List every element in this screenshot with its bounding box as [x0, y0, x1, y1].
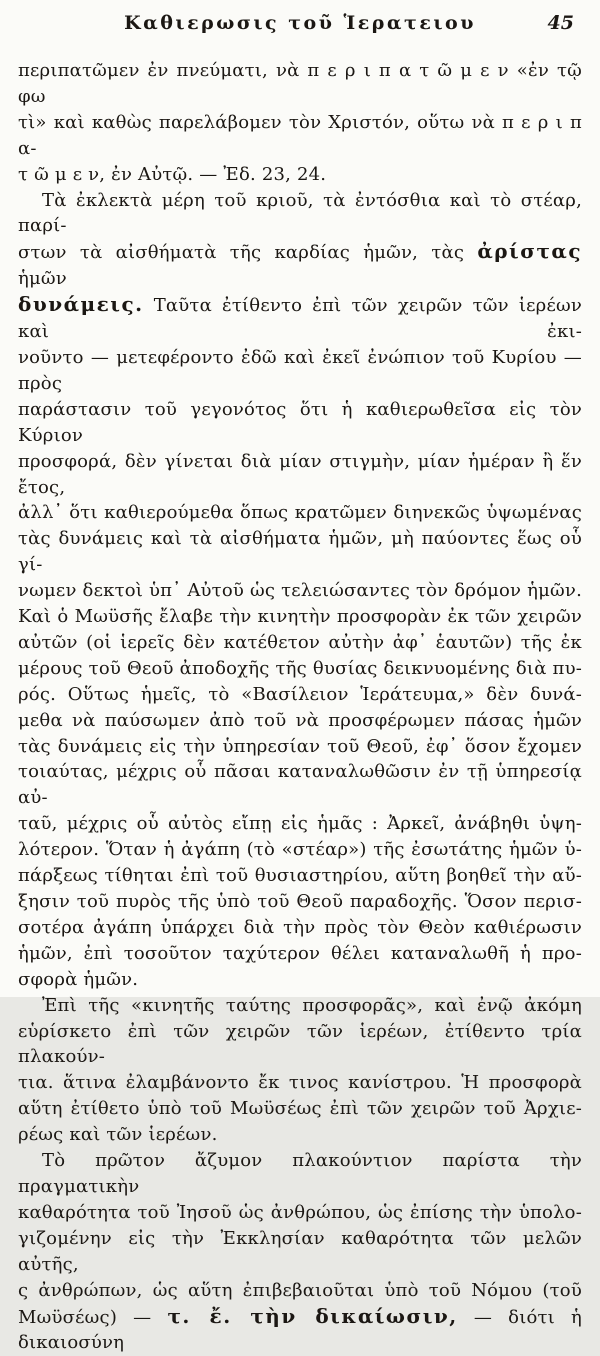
- page-number: 45: [548, 12, 574, 34]
- paragraph: [18, 993, 582, 1148]
- text-line: ἀλλ᾽ ὅτι καθιερούμεθα ὅπως κρατῶμεν διηνεκῶς ὑψωμένας: [18, 500, 582, 526]
- text-line: τὰς δυνάμεις εἰς τὴν ὑπηρεσίαν τοῦ Θεοῦ, ἐφ᾽ ὅσον ἔχομεν: [18, 734, 582, 760]
- text-line: νωμεν δεκτοὶ ὑπ᾽ Αὐτοῦ ὡς τελειώσαντες τὸν δρόμον ἡμῶν.: [18, 578, 582, 604]
- text-line: παράστασιν τοῦ γεγονότος ὅτι ἡ καθιερωθεῖσα εἰς τὸν Κύριον: [18, 397, 582, 449]
- text-line: σοτέρα ἀγάπη ὑπάρχει διὰ τὴν πρὸς τὸν Θεὸν καθιέρωσιν: [18, 915, 582, 941]
- text-line: ρός. Οὕτως ἡμεῖς, τὸ «Βασίλειον Ἱεράτευμα,» δὲν δυνά-: [18, 682, 582, 708]
- text-line: τὰς δυνάμεις καὶ τὰ αἰσθήματα ἡμῶν, μὴ παύοντες ἕως οὗ γί-: [18, 526, 582, 578]
- text-line: Τὸ πρῶτον ἄζυμον πλακούντιον παρίστα τὴν πραγματικὴν: [18, 1148, 582, 1200]
- emphasized-text: τ. ἔ. τὴν δικαίωσιν,: [167, 1304, 457, 1328]
- text-line: ἡμῶν, ἐπὶ τοσοῦτον ταχύτερον θέλει καταναλωθῆ ἡ προ-: [18, 941, 582, 967]
- text-line: τὶ» καὶ καθὼς παρελάβομεν τὸν Χριστόν, οὕτω νὰ π ε ρ ι π α-: [18, 110, 582, 162]
- paragraph: [18, 188, 582, 993]
- text-line: ταῦ, μέχρις οὗ αὐτὸς εἴπῃ εἰς ἡμᾶς : Ἀρκεῖ, ἀνάβηθι ὑψη-: [18, 811, 582, 837]
- text-line: λότερον. Ὅταν ἡ ἀγάπη (τὸ «στέαρ») τῆς ἐσωτάτης ἡμῶν ὑ-: [18, 837, 582, 863]
- text-line: ς ἀνθρώπων, ὡς αὕτη ἐπιβεβαιοῦται ὑπὸ τοῦ Νόμου (τοῦ: [18, 1278, 582, 1304]
- text-block: [18, 58, 582, 1356]
- text-line: στων τὰ αἰσθήματὰ τῆς καρδίας ἡμῶν, τὰς ἀρίστας ἡμῶν: [18, 239, 582, 292]
- text-line: νοῦντο — μετεφέροντο ἐδῶ καὶ ἐκεῖ ἐνώπιον τοῦ Κυρίου — πρὸς: [18, 345, 582, 397]
- text-line: προσφορά, δὲν γίνεται διὰ μίαν στιγμὴν, μίαν ἡμέραν ἢ ἕν ἔτος,: [18, 449, 582, 501]
- text-line: τ ῶ μ ε ν, ἐν Αὐτῷ. — Ἐδ. 23, 24.: [18, 162, 582, 188]
- page-header: [18, 12, 582, 38]
- text-line: μεθα νὰ παύσωμεν ἀπὸ τοῦ νὰ προσφέρωμεν πάσας ἡμῶν: [18, 708, 582, 734]
- text-line: αὕτη ἐτίθετο ὑπὸ τοῦ Μωϋσέως ἐπὶ τῶν χειρῶν τοῦ Ἀρχιε-: [18, 1096, 582, 1122]
- text-line: καθαρότητα τοῦ Ἰησοῦ ὡς ἀνθρώπου, ὡς ἐπίσης τὴν ὑπολο-: [18, 1200, 582, 1226]
- text-line: γιζομένην εἰς τὴν Ἐκκλησίαν καθαρότητα τῶν μελῶν αὐτῆς,: [18, 1226, 582, 1278]
- emphasized-text: δυνάμεις.: [18, 292, 144, 316]
- text-line: Τὰ ἐκλεκτὰ μέρη τοῦ κριοῦ, τὰ ἐντόσθια καὶ τὸ στέαρ, παρί-: [18, 188, 582, 240]
- text-line: σφορὰ ἡμῶν.: [18, 967, 582, 993]
- text-line: Ἐπὶ τῆς «κινητῆς ταύτης προσφορᾶς», καὶ ἐνῷ ἀκόμη: [18, 993, 582, 1019]
- emphasized-text: ἀρίστας: [477, 239, 582, 263]
- text-line: αὐτῶν (οἱ ἱερεῖς δὲν κατέθετον αὐτὴν ἀφ᾽ ἑαυτῶν) τῆς ἐκ: [18, 630, 582, 656]
- text-line: μέρους τοῦ Θεοῦ ἀποδοχῆς τῆς θυσίας δεικνυομένης διὰ πυ-: [18, 656, 582, 682]
- text-line: τοιαύτας, μέχρις οὗ πᾶσαι καταναλωθῶσιν ἐν τῇ ὑπηρεσίᾳ αὐ-: [18, 759, 582, 811]
- text-line: πάρξεως τίθηται ἐπὶ τοῦ θυσιαστηρίου, αὕτη βοηθεῖ τὴν αὔ-: [18, 863, 582, 889]
- text-line: ρέως καὶ τῶν ἱερέων.: [18, 1122, 582, 1148]
- running-title: Καθιερωσις τοῦ Ἱερατειου: [18, 12, 582, 34]
- text-line: τια. ἅτινα ἐλαμβάνοντο ἔκ τινος κανίστρου. Ἡ προσφορὰ: [18, 1070, 582, 1096]
- paragraph: [18, 1148, 582, 1356]
- text-line: Καὶ ὁ Μωϋσῆς ἔλαβε τὴν κινητὴν προσφορὰν ἐκ τῶν χειρῶν: [18, 604, 582, 630]
- paragraph: [18, 58, 582, 188]
- text-line: εὑρίσκετο ἐπὶ τῶν χειρῶν τῶν ἱερέων, ἐτίθεντο τρία πλακούν-: [18, 1019, 582, 1071]
- text-line: δυνάμεις. Ταῦτα ἐτίθεντο ἐπὶ τῶν χειρῶν τῶν ἱερέων καὶ ἐκι-: [18, 292, 582, 345]
- text-line: ξησιν τοῦ πυρὸς τῆς ὑπὸ τοῦ Θεοῦ παραδοχῆς. Ὅσον περισ-: [18, 889, 582, 915]
- text-line: περιπατῶμεν ἐν πνεύματι, νὰ π ε ρ ι π α τ ῶ μ ε ν «ἐν τῷ φω: [18, 58, 582, 110]
- text-line: Μωϋσέως) — τ. ἔ. τὴν δικαίωσιν, — διότι ἡ δικαιοσύνη: [18, 1304, 582, 1356]
